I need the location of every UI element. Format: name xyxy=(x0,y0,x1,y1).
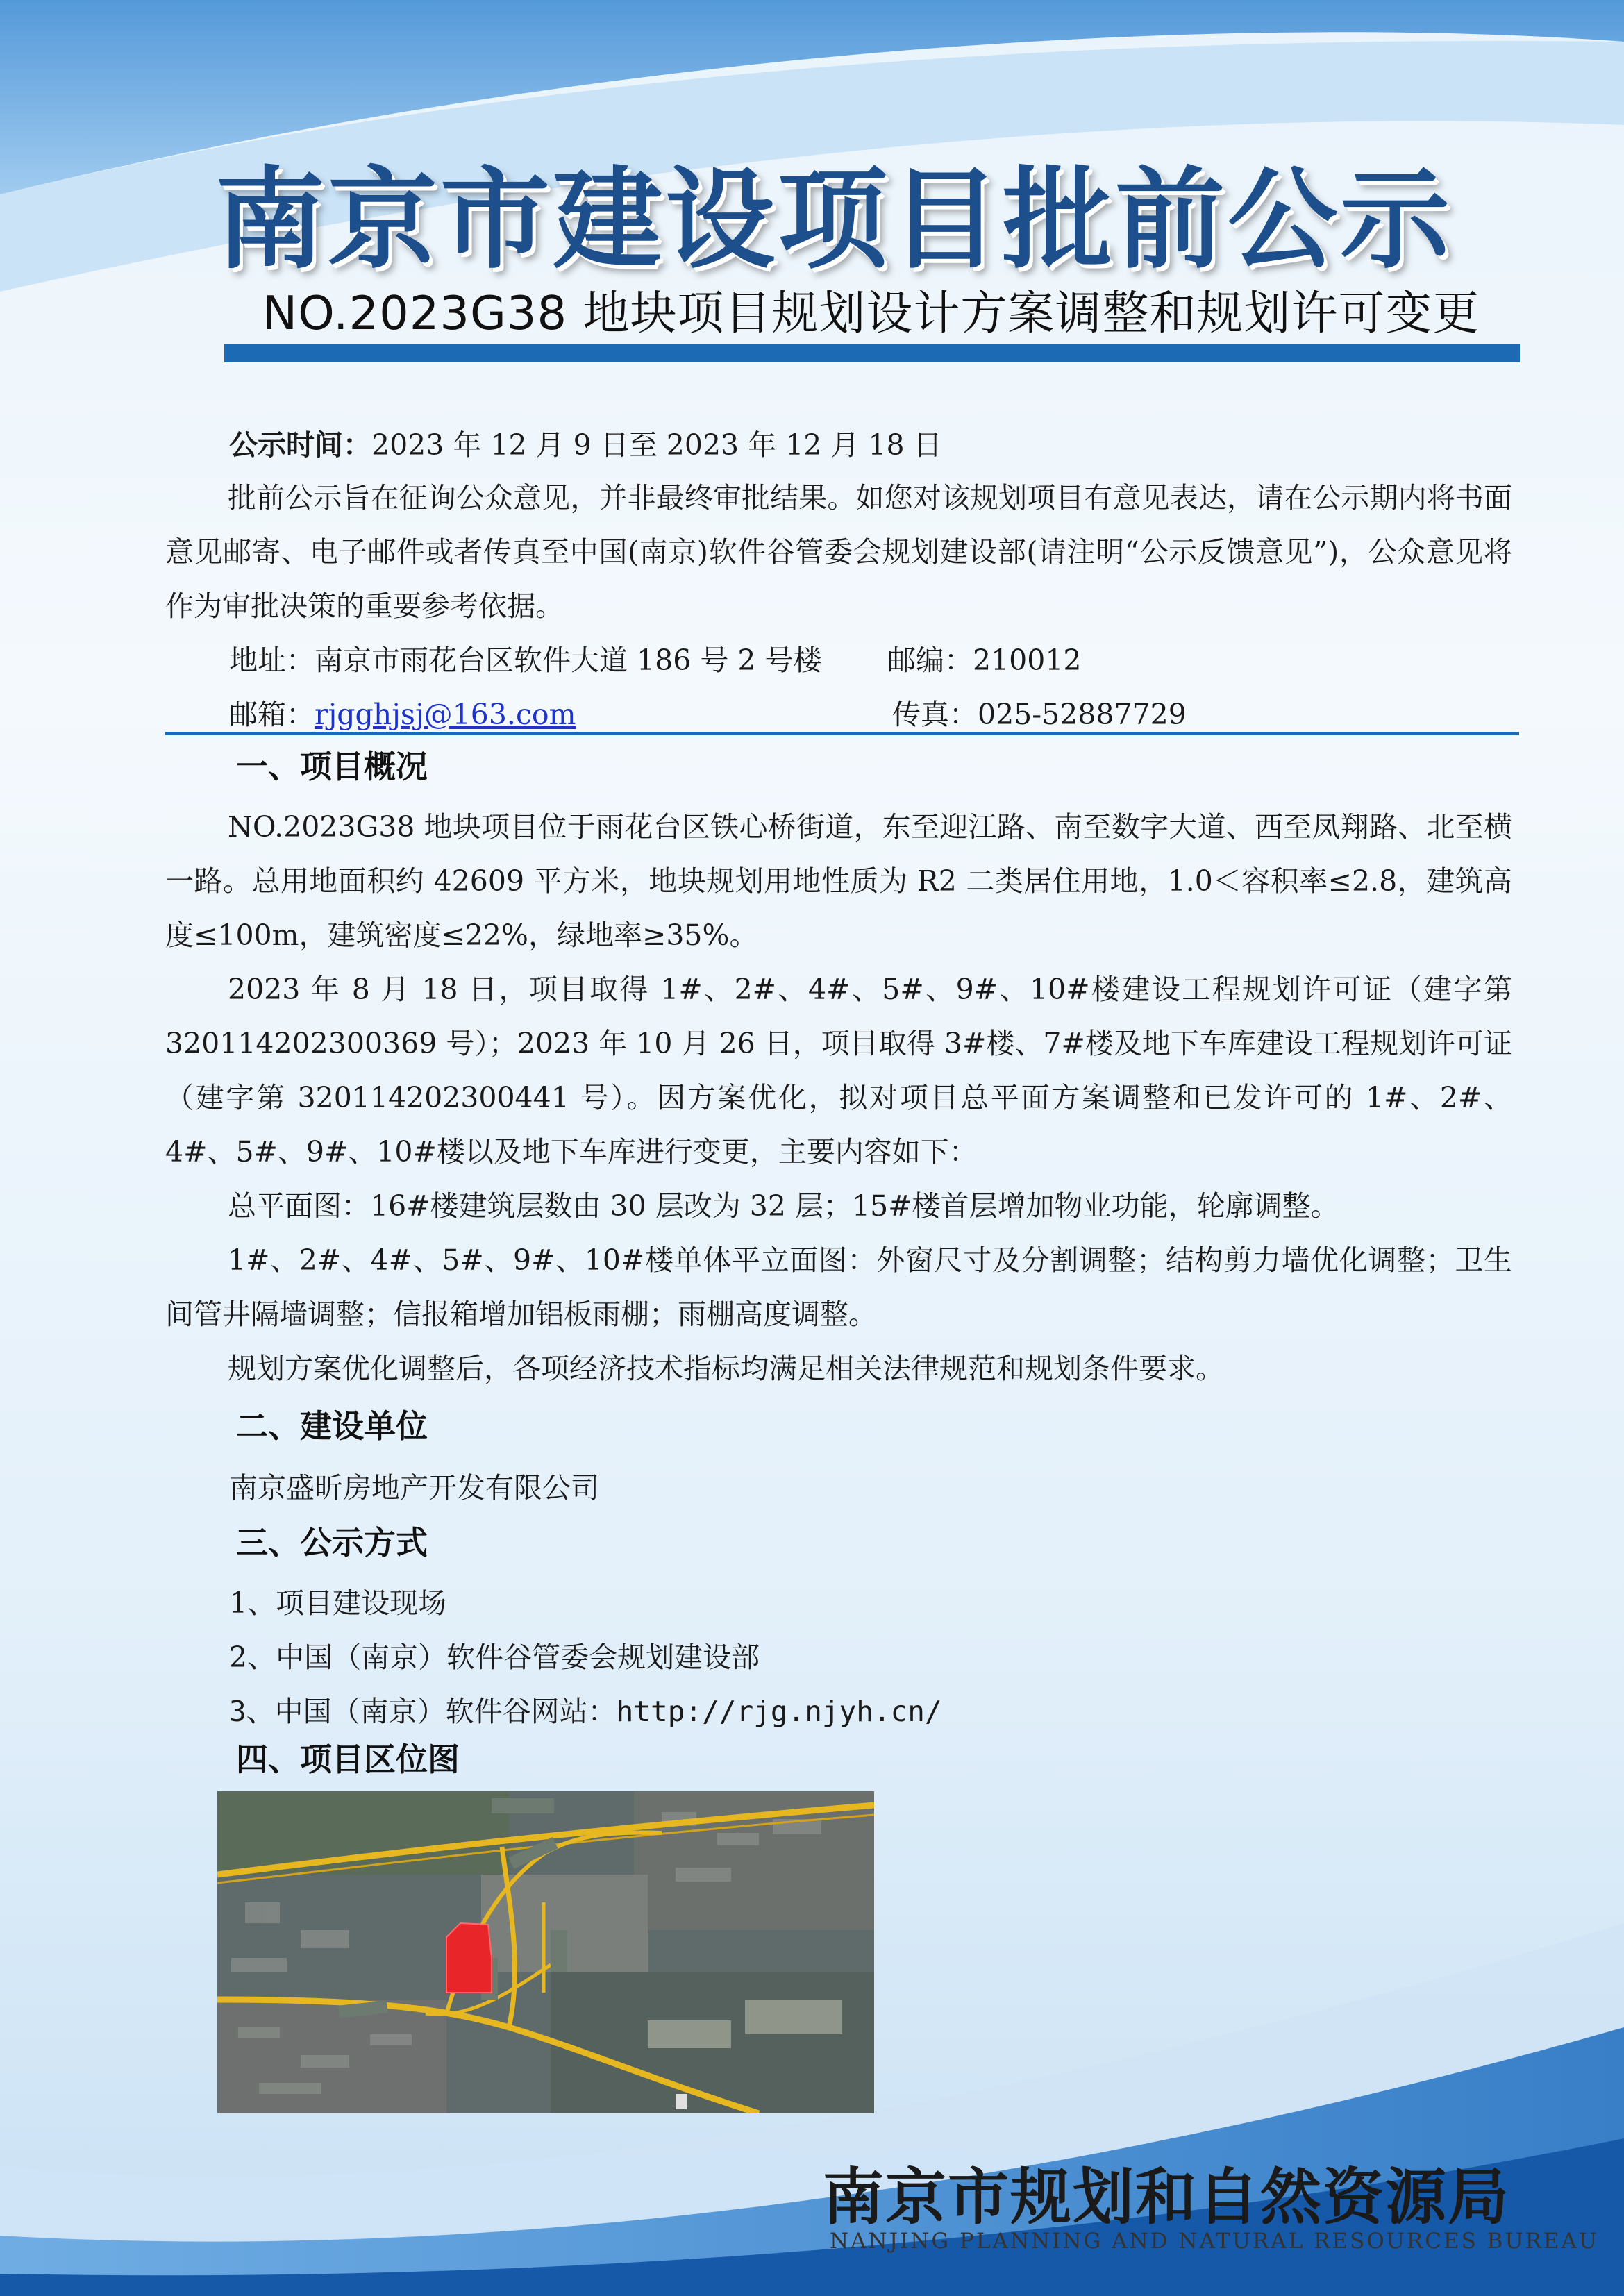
overview-paragraph-1: NO.2023G38 地块项目位于雨花台区铁心桥街道，东至迎江路、南至数字大道、西至凤翔路、北至横一路。总用地面积约 42609 平方米，地块规划用地性质为 R2 二类居住用地，1.0＜容积率≤2.8，建筑高度≤100m，建筑密度≤22%，绿地率≥35%。 xyxy=(165,810,1512,952)
location-map xyxy=(217,1791,874,2113)
overview-paragraph-3: 总平面图：16#楼建筑层数由 30 层改为 32 层；15#楼首层增加物业功能，轮廓调整。 xyxy=(228,1189,1339,1223)
email-link[interactable]: rjgghjsj@163.com xyxy=(315,698,576,731)
footer-organization: 南京市规划和自然资源局 xyxy=(823,2161,1511,2233)
project-site-marker xyxy=(446,1923,492,1993)
notice-postcode: 邮编：210012 xyxy=(887,644,1082,677)
satellite-map-image xyxy=(217,1791,874,2113)
section-heading-overview: 一、项目概况 xyxy=(236,748,428,785)
header-divider xyxy=(224,344,1520,362)
notice-time-value: 2023 年 12 月 9 日至 2023 年 12 月 18 日 xyxy=(371,428,942,462)
notice-email xyxy=(229,692,576,732)
overview-paragraph-2: 2023 年 8 月 18 日，项目取得 1#、2#、4#、5#、9#、10#楼建设工程规划许可证（建字第 320114202300369 号）；2023 年 10 月 26 日，项目取得 3#楼、7#楼及地下车库建设工程规划许可证（建字第 320114202300441 号）。因方案优化，拟对项目总平面方案调整和已发许可的 1#、2#、4#、5#、9#、10#楼以及地下车库进行变更，主要内容如下： xyxy=(165,973,1512,1168)
section-heading-developer: 二、建设单位 xyxy=(236,1407,428,1445)
footer-organization-en: NANJING PLANNING AND NATURAL RESOURCES BUREAU xyxy=(830,2229,1600,2254)
notice-time xyxy=(229,422,942,463)
notice-fax: 传真：025-52887729 xyxy=(892,698,1187,731)
notice-intro: 批前公示旨在征询公众意见，并非最终审批结果。如您对该规划项目有意见表达，请在公示期内将书面意见邮寄、电子邮件或者传真至中国(南京)软件谷管委会规划建设部(请注明“公示反馈意见”)，公众意见将作为审批决策的重要参考依据。 xyxy=(165,481,1512,623)
page-subtitle: NO.2023G38 地块项目规划设计方案调整和规划许可变更 xyxy=(262,286,1480,340)
overview-paragraph-5: 规划方案优化调整后，各项经济技术指标均满足相关法律规范和规划条件要求。 xyxy=(228,1352,1224,1385)
page-title: 南京市建设项目批前公示 xyxy=(215,156,1453,284)
section-heading-location: 四、项目区位图 xyxy=(236,1741,460,1778)
method-item: 1、项目建设现场 xyxy=(229,1586,447,1620)
notice-address: 地址：南京市雨花台区软件大道 186 号 2 号楼 xyxy=(229,644,822,677)
method-item: 2、中国（南京）软件谷管委会规划建设部 xyxy=(229,1641,760,1674)
developer-company: 南京盛昕房地产开发有限公司 xyxy=(229,1471,599,1505)
notice-time-label: 公示时间： xyxy=(229,428,371,462)
notice-divider xyxy=(165,732,1519,735)
email-label: 邮箱： xyxy=(229,698,315,731)
section-heading-methods: 三、公示方式 xyxy=(236,1524,428,1561)
method-item: 3、中国（南京）软件谷网站：http://rjg.njyh.cn/ xyxy=(229,1695,942,1728)
overview-paragraph-4: 1#、2#、4#、5#、9#、10#楼单体平立面图：外窗尺寸及分割调整；结构剪力墙优化调整；卫生间管井隔墙调整；信报箱增加铝板雨棚；雨棚高度调整。 xyxy=(165,1243,1512,1331)
